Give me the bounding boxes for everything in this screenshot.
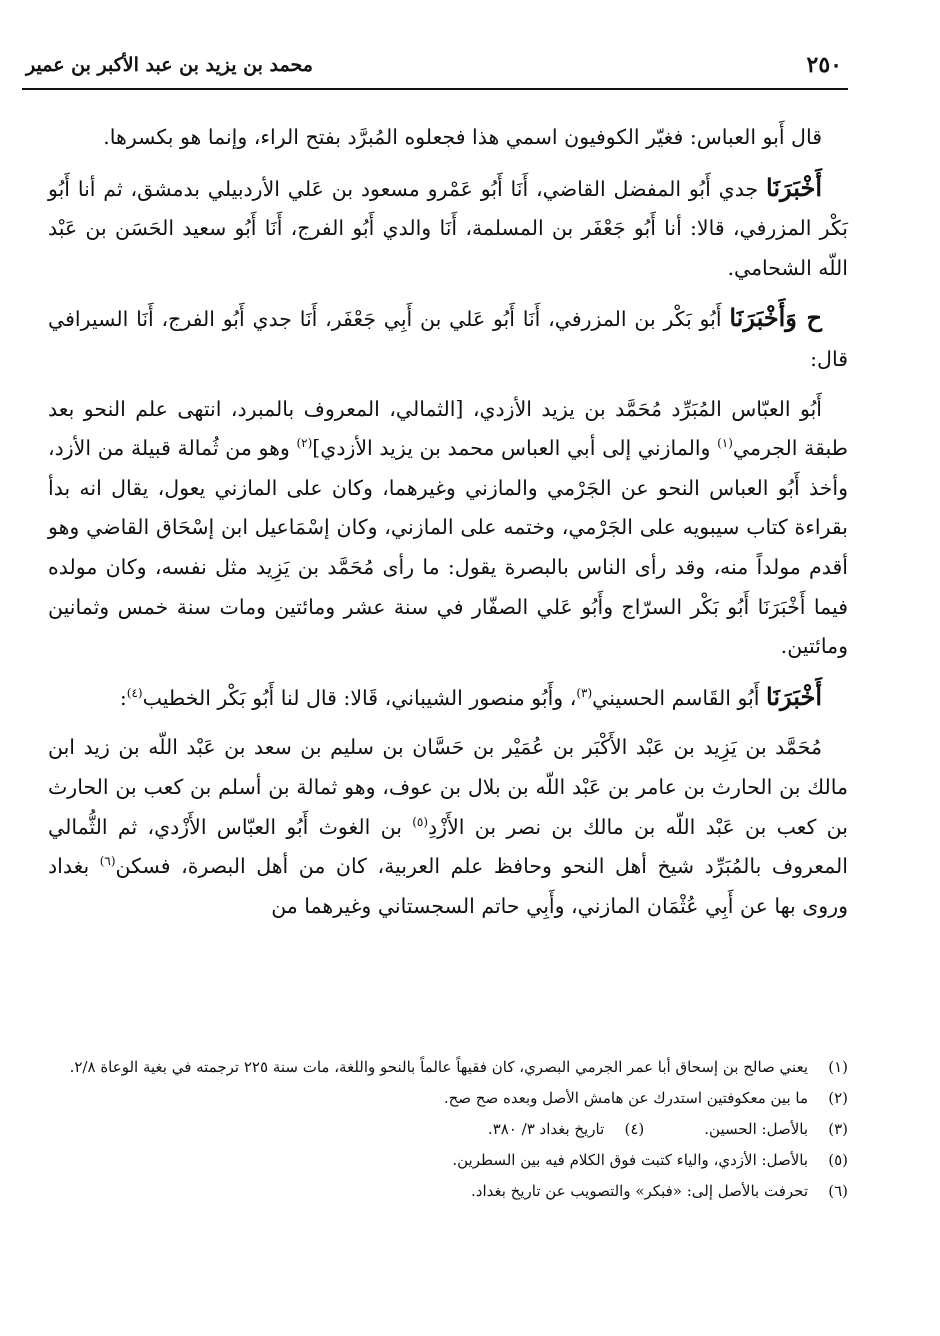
footnote-row-3-4 — [48, 1116, 848, 1143]
footnote-text: بالأصل: الأزدي، والياء كتبت فوق الكلام فيه بين السطرين. — [452, 1151, 808, 1169]
paragraph-text: : — [119, 685, 127, 710]
footnote-5 — [48, 1147, 848, 1174]
keyword-wa-akhbarana: ح وَأَخْبَرَنَا — [729, 303, 822, 333]
paragraph-text: قال أَبو العباس: فغيّر الكوفيون اسمي هذا فجعلوه المُبرَّد بفتح الراء، وإنما هو بكسرها. — [103, 125, 822, 149]
footnote-number: (١) — [828, 1058, 848, 1076]
footnote-number: (٦) — [828, 1182, 848, 1200]
footnote-number: (٥) — [828, 1151, 848, 1169]
main-text — [48, 118, 848, 936]
paragraph-text: أَبُو بَكْر بن المزرفي، أَنَا أَبُو عَلي بن أَبِي جَعْفَر، أَنَا جدي أَبُو الفرج، أَنَا السيرافي قال: — [48, 307, 848, 371]
paragraph-text: بغداد وروى بها عن أَبِي عُثْمَان المازني، وأَبِي حاتم السجستاني وغيرهما من — [48, 854, 848, 918]
footnote-ref-5[interactable]: (٥) — [412, 814, 429, 829]
paragraph-abu-al-abbas — [48, 118, 848, 158]
footnote-number: (٢) — [828, 1089, 848, 1107]
footnote-text: يعني صالح بن إسحاق أبا عمر الجرمي البصري، كان فقيهاً عالماً بالنحو واللغة، مات سنة ٢٢٥ ترجمته في بغية الوعاة ٢/٨. — [69, 1058, 808, 1076]
paragraph-nasab — [48, 728, 848, 926]
footnote-text: ما بين معكوفتين استدرك عن هامش الأصل وبعده صح صح. — [443, 1089, 808, 1107]
footnotes — [48, 1054, 848, 1209]
page-number: ٢٥٠ — [806, 52, 842, 78]
footnote-1 — [48, 1054, 848, 1081]
paragraph-text: جدي أَبُو المفضل القاضي، أَنَا أَبُو عَمْرو مسعود بن عَلي الأردبيلي بدمشق، ثم أنا أَبُو بَكْر المزرفي، قالا: أنا أَبُو جَعْفَر بن المسلمة، أَنَا والدي أَبُو الفرج، أَنَا أَبُو سعيد الحَسَن بن عَبْد اللّه الشحامي. — [48, 176, 848, 280]
page-header — [22, 48, 848, 90]
paragraph-akhbarana-1 — [48, 168, 848, 289]
footnote-text: تحرفت بالأصل إلى: «فبكر» والتصويب عن تاريخ بغداد. — [471, 1182, 808, 1200]
footnote-text: تاريخ بغداد ٣/ ٣٨٠. — [487, 1120, 605, 1138]
footnote-6 — [48, 1178, 848, 1205]
footnote-3 — [704, 1116, 848, 1143]
paragraph-mubarrad — [48, 390, 848, 667]
footnote-ref-2[interactable]: (٢) — [296, 436, 313, 451]
footnote-text: بالأصل: الحسين. — [704, 1120, 808, 1138]
paragraph-text: ، وأَبُو منصور الشيباني، قَالا: قال لنا أَبُو بَكْر الخطيب — [142, 685, 577, 710]
footnote-ref-6[interactable]: (٦) — [99, 854, 116, 869]
footnote-4 — [488, 1116, 644, 1143]
paragraph-akhbarana-3 — [48, 677, 848, 719]
paragraph-text: مُحَمَّد بن يَزِيد بن عَبْد الأَكْبَر بن عُمَيْر بن حَسَّان بن سليم بن سعد بن عَبْد اللّه بن زيد ابن مالك بن الحارث بن عامر بن عَبْد اللّه بن بلال بن عوف، وهو ثمالة بن أسلم بن كعب بن الحارث بن كعب بن عَبْد اللّه بن مالك بن نصر بن الأَزْدِ — [48, 735, 848, 839]
paragraph-text: وهو من ثُمالة قبيلة من الأزد، وأخذ أَبُو العباس النحو عن الجَرْمي والمازني وغيرهما، وكان على المازني يعول، يقال انه بدأ بقراءة كتاب سيبويه على الجَرْمي، وختمه على المازني، وكان إسْمَاعيل ابن إسْحَاق القاضي وهو أقدم مولداً منه، وقد رأى الناس بالبصرة يقول: ما رأى مُحَمَّد بن يَزِيد مثل نفسه، وكان مولده فيما أَخْبَرَنَا أَبُو بَكْر السرّاج وأَبُو عَلي الصفّار في سنة عشر ومائتين ومات سنة خمس وثمانين ومائتين. — [48, 436, 848, 659]
footnote-ref-3[interactable]: (٣) — [576, 685, 593, 700]
footnote-ref-1[interactable]: (١) — [717, 436, 733, 451]
keyword-akhbarana: أَخْبَرَنَا — [766, 681, 822, 711]
paragraph-text: أَبُو العبّاس المُبَرِّد مُحَمَّد بن يزيد الأزدي، [الثمالي، المعروف بالمبرد، انتهى علم النحو بعد طبقة الجرمي — [48, 396, 848, 461]
paragraph-text: والمازني إلى أبي العباس محمد بن يزيد الأزدي] — [312, 436, 718, 461]
footnote-number: (٣) — [828, 1120, 848, 1138]
keyword-akhbarana: أَخْبَرَنَا — [766, 172, 822, 202]
footnote-2 — [48, 1085, 848, 1112]
paragraph-text: بن الغوث أَبُو العبّاس الأَزْدي، ثم الثُّمالي المعروف بالمُبَرِّد شيخ أهل النحو وحافظ علم العربية، كان من أهل البصرة، فسكن — [48, 814, 848, 879]
footnote-ref-4[interactable]: (٤) — [126, 685, 143, 700]
paragraph-akhbarana-2 — [48, 298, 848, 379]
running-title: محمد بن يزيد بن عبد الأكبر بن عمير — [26, 54, 313, 76]
footnote-number: (٤) — [624, 1120, 645, 1138]
paragraph-text: أَبُو القَاسم الحسيني — [592, 685, 760, 710]
